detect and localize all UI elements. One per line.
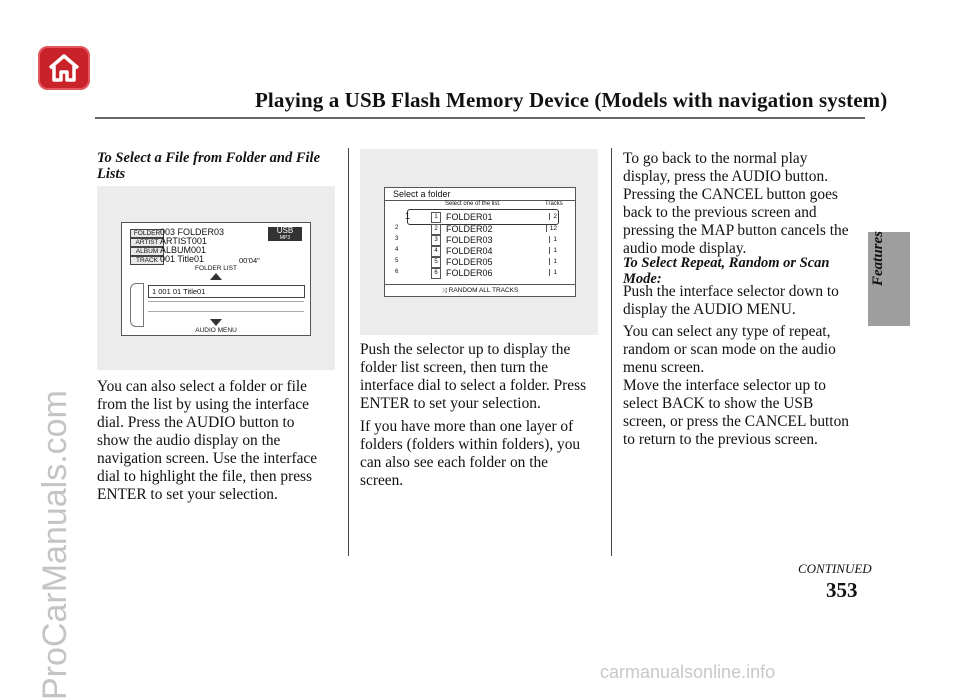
col3-line: display, press the AUDIO button. <box>623 168 829 185</box>
col2-line: ENTER to set your selection. <box>360 395 541 412</box>
col3-heading-line: Mode: <box>623 271 662 287</box>
play-time: 00'04" <box>239 256 260 265</box>
random-all-tracks-button[interactable] <box>385 284 575 296</box>
col3-paragraph-1 <box>623 150 863 258</box>
folder-row[interactable] <box>391 246 569 257</box>
folder-row[interactable] <box>391 268 569 279</box>
col1-heading: To Select a File from Folder and File Lists <box>97 150 321 182</box>
home-button[interactable] <box>38 46 90 90</box>
col1-line: ENTER to set your selection. <box>97 486 278 503</box>
watermark-bottom: carmanualsonline.info <box>600 662 776 682</box>
col2-line: screen. <box>360 472 404 489</box>
folder-row-tracks: 1 <box>549 258 557 265</box>
folder-row-number: 6 <box>431 268 441 279</box>
col2-line: interface dial to select a folder. Press <box>360 377 587 394</box>
up-arrow-icon <box>210 273 222 280</box>
folder-row-number: 3 <box>431 235 441 246</box>
watermark-vertical: ProCarManuals.com <box>36 390 74 700</box>
col3-paragraph-4 <box>623 377 863 449</box>
col1-line: You can also select a folder or file <box>97 378 307 395</box>
col1-line: navigation screen. Use the interface <box>97 450 318 467</box>
artist-value: ARTIST001 <box>160 236 207 246</box>
column-divider-2 <box>611 148 612 556</box>
col1-paragraph <box>97 378 342 504</box>
folder-row-index: 5 <box>395 258 399 264</box>
col3-line: Pressing the CANCEL button goes <box>623 186 838 203</box>
section-tab-label-wrap <box>862 230 894 326</box>
usb-label: USB <box>276 226 294 235</box>
list-line-2 <box>148 311 304 312</box>
down-arrow-icon <box>210 319 222 326</box>
col1-line: dial. Press the AUDIO button to <box>97 414 295 431</box>
folder-row-index: 6 <box>395 269 399 275</box>
col1-line: dial to highlight the file, then press <box>97 468 313 485</box>
home-icon <box>38 46 90 90</box>
title-bar <box>385 188 575 201</box>
list-bracket <box>130 283 144 327</box>
track-tag: TRACK <box>130 256 164 265</box>
folder-row-index: 3 <box>395 236 399 242</box>
continued-label: CONTINUED <box>798 561 872 576</box>
col2-line: If you have more than one layer of <box>360 418 574 435</box>
col3-line: Push the interface selector down to <box>623 283 839 300</box>
select-one-subtitle: Select one of the list. <box>445 201 501 207</box>
col1-line: from the list by using the interface <box>97 396 309 413</box>
col1-figure <box>97 186 335 370</box>
folder-tag: FOLDER <box>130 229 164 238</box>
folder-row-tracks: 1 <box>549 269 557 276</box>
folder-row-index: 1 <box>405 211 411 221</box>
col2-line: folders (folders within folders), you <box>360 436 581 453</box>
album-value: ALBUM001 <box>160 245 207 255</box>
col3-line: back to the previous screen and <box>623 204 817 221</box>
folder-row-name: FOLDER06 <box>446 268 493 278</box>
folder-value: 003 FOLDER03 <box>160 227 225 237</box>
folder-row-tracks: 12 <box>546 225 557 232</box>
col3-line: select BACK to show the USB <box>623 395 814 412</box>
usb-audio-screen <box>121 222 311 336</box>
folder-row-name: FOLDER01 <box>446 212 493 222</box>
header-rule <box>95 117 865 119</box>
folder-row-number: 4 <box>431 246 441 257</box>
audio-menu-label: AUDIO MENU <box>195 327 237 334</box>
selected-track-row[interactable]: 1 001 01 Title01 <box>148 285 305 298</box>
folder-row-name: FOLDER04 <box>446 246 493 256</box>
col3-line: audio mode display. <box>623 240 747 257</box>
folder-row-number: 2 <box>431 224 441 235</box>
folder-row-tracks: 2 <box>549 213 557 220</box>
folder-row-index: 2 <box>395 225 399 231</box>
col3-line: To go back to the normal play <box>623 150 808 167</box>
col3-line: menu screen. <box>623 359 705 376</box>
col2-paragraph-2 <box>360 418 605 490</box>
col3-paragraph-3 <box>623 323 863 377</box>
page-header-title: Playing a USB Flash Memory Device (Models with navigation system) <box>255 88 888 112</box>
col1-line: show the audio display on the <box>97 432 281 449</box>
select-folder-screen <box>384 187 576 297</box>
folder-row[interactable] <box>391 212 569 223</box>
folder-row-index: 4 <box>395 247 399 253</box>
track-value: 001 Title01 <box>160 254 205 264</box>
page-number: 353 <box>826 578 858 602</box>
col2-line: Push the selector up to display the <box>360 341 571 358</box>
folder-row-name: FOLDER03 <box>446 235 493 245</box>
folder-row-name: FOLDER02 <box>446 224 493 234</box>
artist-tag: ARTIST <box>130 238 164 247</box>
col3-heading-line: To Select Repeat, Random or Scan <box>623 255 830 271</box>
section-tab-label: Features <box>870 230 886 286</box>
folder-row-number: 5 <box>431 257 441 268</box>
col2-line: can also see each folder on the <box>360 454 549 471</box>
random-all-tracks-label: RANDOM ALL TRACKS <box>448 287 519 294</box>
folder-row-number: 1 <box>431 212 441 223</box>
col3-line: You can select any type of repeat, <box>623 323 831 340</box>
select-folder-title: Select a folder <box>393 189 451 199</box>
folder-row[interactable] <box>391 235 569 246</box>
folder-list-label: FOLDER LIST <box>195 265 237 272</box>
col3-line: display the AUDIO MENU. <box>623 301 796 318</box>
col2-line: folder list screen, then turn the <box>360 359 549 376</box>
folder-row-name: FOLDER05 <box>446 257 493 267</box>
folder-row[interactable] <box>391 224 569 235</box>
col3-line: screen, or press the CANCEL button <box>623 413 849 430</box>
mp3-label: MP3 <box>279 235 291 241</box>
folder-row-tracks: 1 <box>549 236 557 243</box>
col3-line: random or scan mode on the audio <box>623 341 836 358</box>
tracks-header: Tracks <box>545 201 563 207</box>
col2-figure <box>360 149 598 335</box>
col3-line: Move the interface selector up to <box>623 377 826 394</box>
list-line-1 <box>148 301 304 302</box>
col3-paragraph-2 <box>623 283 863 319</box>
usb-badge <box>268 227 302 241</box>
col3-line: pressing the MAP button cancels the <box>623 222 849 239</box>
shuffle-icon: ⤨ <box>441 287 447 294</box>
album-tag: ALBUM <box>130 247 164 256</box>
folder-row-tracks: 1 <box>549 247 557 254</box>
col2-paragraph-1 <box>360 341 605 413</box>
col3-line: to return to the previous screen. <box>623 431 818 448</box>
folder-row[interactable] <box>391 257 569 268</box>
column-divider-1 <box>348 148 349 556</box>
